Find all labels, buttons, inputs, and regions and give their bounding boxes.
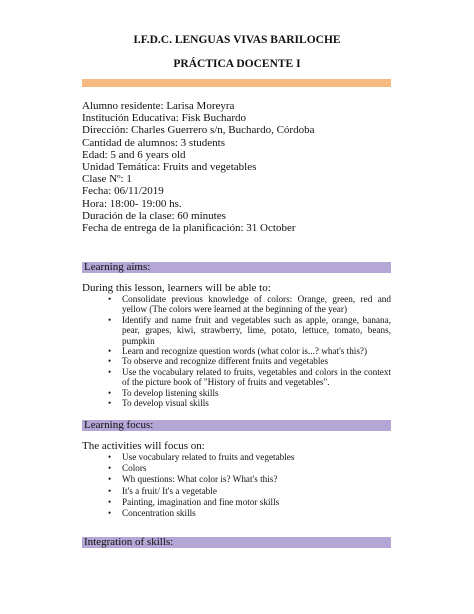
class-info-block [82,100,402,234]
list-item: • It's a fruit/ It's a vegetable [108,485,217,496]
list-item: • Identify and name fruit and vegetables such as apple, orange, banana, pear, grapes, kiwi, strawberry, lime, potato, lettuce, tomato, beans, pumpkin [108,314,391,346]
learning-focus-intro: The activities will focus on: [82,440,205,452]
list-item: • Use the vocabulary related to fruits, vegetables and colors in the context of the picture book of "History of fruits and vegetables". [108,366,391,388]
bullet-icon: • [108,474,112,485]
list-item: • To develop listening skills [108,387,219,398]
list-item: • Colors [108,463,147,474]
list-item: • Learn and recognize question words (what color is...? what's this?) [108,346,368,357]
bullet-icon: • [108,485,112,496]
info-line-duration: Duración de la clase: 60 minutes [82,209,226,222]
info-line-students-count: Cantidad de alumnos: 3 students [82,136,225,149]
document-subtitle: PRÁCTICA DOCENTE I [173,58,301,70]
bullet-icon: • [108,356,112,367]
bullet-icon: • [108,452,112,462]
info-line-student: Alumno residente: Larisa Moreyra [82,100,235,112]
list-item: • To observe and recognize different fruits and vegetables [108,356,329,367]
orange-divider [82,79,391,87]
bullet-icon: • [108,294,112,304]
bullet-icon: • [108,314,112,325]
bullet-icon: • [108,463,112,474]
integration-header [82,537,391,548]
bullet-icon: • [108,508,112,519]
info-line-class-number: Clase Nº: 1 [82,173,132,186]
list-item: • Painting, imagination and fine motor skills [108,496,280,507]
bullet-icon: • [108,398,112,409]
bullet-icon: • [108,346,112,357]
bullet-icon: • [108,366,112,377]
list-item: • Concentration skills [108,508,196,519]
learning-focus-list [108,452,391,519]
info-line-delivery-date: Fecha de entrega de la planificación: 31 October [82,222,296,235]
institution-title: I.F.D.C. LENGUAS VIVAS BARILOCHE [133,34,341,46]
list-item: • Wh questions: What color is? What's this? [108,474,278,485]
learning-aims-heading: Learning aims: [84,261,151,273]
learning-aims-intro: During this lesson, learners will be able to: [82,282,271,294]
list-item: • To develop visual skills [108,398,209,409]
info-line-age: Edad: 5 and 6 years old [82,148,186,161]
learning-focus-header [82,420,391,431]
bullet-icon: • [108,496,112,507]
learning-aims-header [82,262,391,273]
integration-heading: Integration of skills: [84,536,174,548]
learning-focus-heading: Learning focus: [84,419,154,431]
bullet-icon: • [108,387,112,398]
info-line-date: Fecha: 06/11/2019 [82,185,164,198]
info-line-time: Hora: 18:00- 19:00 hs. [82,197,182,210]
info-line-address: Dirección: Charles Guerrero s/n, Buchardo, Córdoba [82,124,315,137]
list-item: • Consolidate previous knowledge of colors: Orange, green, red and yellow (The colors were learned at the beginning of the year) [108,294,391,315]
list-item: • Use vocabulary related to fruits and vegetables [108,452,295,462]
info-line-unit: Unidad Temática: Fruits and vegetables [82,161,257,174]
info-line-institution: Institución Educativa: Fisk Buchardo [82,112,247,125]
learning-aims-list [108,294,391,408]
